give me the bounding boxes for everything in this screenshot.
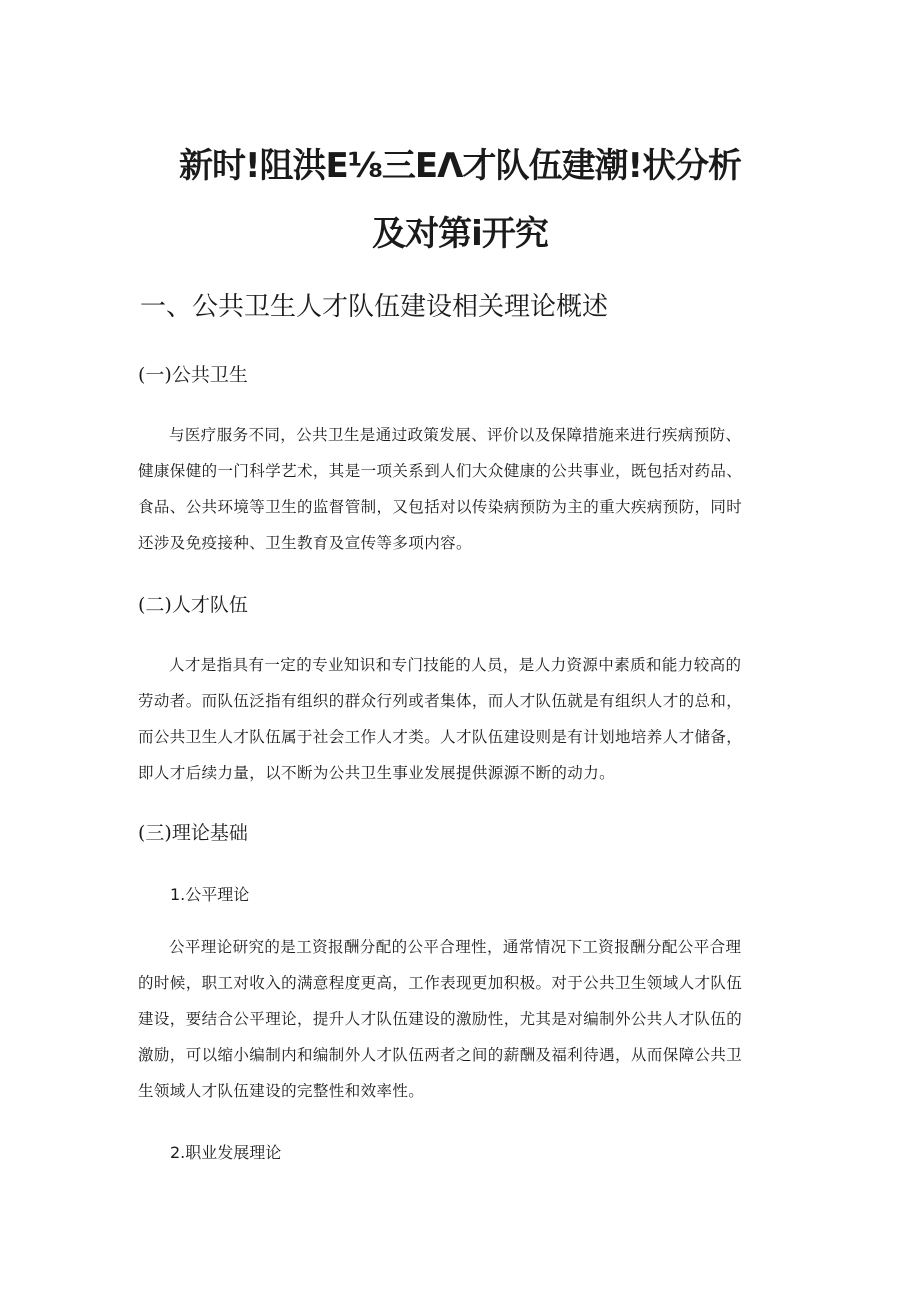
subsection-heading-public-health: (一)公共卫生 <box>138 364 248 386</box>
item-heading-career-development-theory: 2.职业发展理论 <box>170 1143 282 1162</box>
paragraph-line: 公平理论研究的是工资报酬分配的公平合理性，通常情况下工资报酬分配公平合理 <box>169 938 742 956</box>
document-title-line-1: 新时!阻洪E⅛三EΛ才队伍建潮!状分析 <box>179 146 741 186</box>
paragraph-line: 激励，可以缩小编制内和编制外人才队伍两者之间的薪酬及福利待遇，从而保障公共卫 <box>138 1046 743 1064</box>
item-heading-equity-theory: 1.公平理论 <box>170 885 250 904</box>
paragraph-line: 建设，要结合公平理论，提升人才队伍建设的激励性，尤其是对编制外公共人才队伍的 <box>138 1010 743 1028</box>
paragraph-line: 而公共卫生人才队伍属于社会工作人才类。人才队伍建设则是有计划地培养人才储备， <box>138 728 743 746</box>
paragraph-line: 与医疗服务不同，公共卫生是通过政策发展、评价以及保障措施来进行疾病预防、 <box>169 426 742 444</box>
subsection-heading-theory-basis: (三)理论基础 <box>138 822 248 844</box>
paragraph-public-health <box>138 417 788 561</box>
paragraph-line: 生领域人才队伍建设的完整性和效率性。 <box>138 1082 425 1100</box>
paragraph-equity-theory <box>138 929 788 1109</box>
paragraph-line: 还涉及免疫接种、卫生教育及宣传等多项内容。 <box>138 534 472 552</box>
paragraph-line: 劳动者。而队伍泛指有组织的群众行列或者集体，而人才队伍就是有组织人才的总和， <box>138 692 743 710</box>
paragraph-line: 食品、公共环境等卫生的监督管制，又包括对以传染病预防为主的重大疾病预防，同时 <box>138 498 743 516</box>
section-heading-1: 一、公共卫生人才队伍建设相关理论概述 <box>140 292 609 322</box>
paragraph-talent-team <box>138 647 788 791</box>
paragraph-line: 人才是指具有一定的专业知识和专门技能的人员，是人力资源中素质和能力较高的 <box>169 656 742 674</box>
paragraph-line: 的时候，职工对收入的满意程度更高，工作表现更加积极。对于公共卫生领域人才队伍 <box>138 974 743 992</box>
subsection-heading-talent-team: (二)人才队伍 <box>138 594 248 616</box>
document-title-line-2: 及对第i开究 <box>372 214 548 254</box>
paragraph-line: 健康保健的一门科学艺术，其是一项关系到人们大众健康的公共事业，既包括对药品、 <box>138 462 743 480</box>
paragraph-line: 即人才后续力量，以不断为公共卫生事业发展提供源源不断的动力。 <box>138 764 616 782</box>
